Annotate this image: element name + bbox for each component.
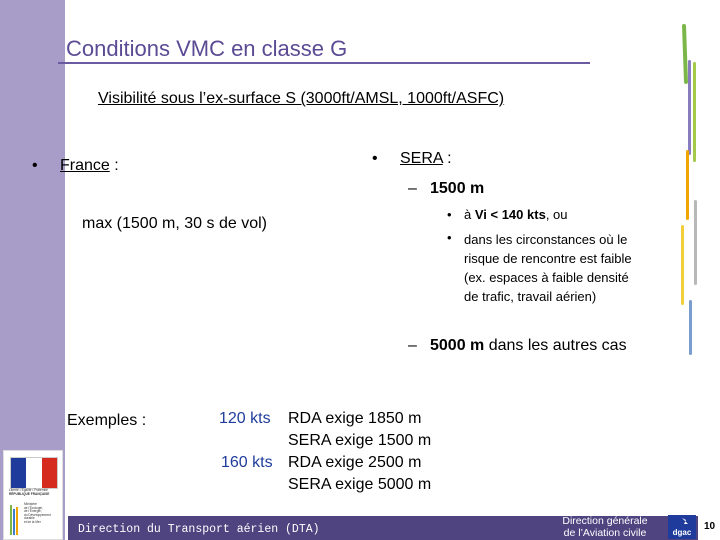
deco-stroke-yellow xyxy=(681,225,684,305)
deco-stroke-blue xyxy=(689,300,692,355)
ministry-stripes-icon xyxy=(9,503,21,537)
examples-label: Exemples : xyxy=(67,412,147,429)
sera-condition-low-risk: dans les circonstances où le risque de rencontre est faible (ex. espaces à faible densité de trafic, travail aérien) xyxy=(464,232,632,304)
example-speed-160: 160 kts xyxy=(221,454,273,471)
france-label: France xyxy=(60,157,110,174)
sera-condition-speed: à Vi < 140 kts, ou xyxy=(464,207,568,222)
title-underline xyxy=(58,62,590,64)
deco-stroke-purple xyxy=(688,60,691,155)
page-number: 10 xyxy=(699,516,720,540)
slide-title: Conditions VMC en classe G xyxy=(66,36,348,61)
sera-colon: : xyxy=(442,150,452,167)
example-speed-120: 120 kts xyxy=(219,410,271,427)
france-colon: : xyxy=(109,157,119,174)
example-text-2: SERA exige 1500 m xyxy=(288,432,432,449)
sera-heading xyxy=(400,150,452,168)
example-text-3: RDA exige 2500 m xyxy=(288,454,422,471)
deco-stroke-green-2 xyxy=(693,62,696,162)
french-flag-icon xyxy=(10,457,58,489)
ministry-logo xyxy=(3,450,63,540)
sera-dash-2: – xyxy=(408,337,417,354)
footer-dgac-name: Direction générale de l’Aviation civile xyxy=(562,515,648,539)
example-text-1: RDA exige 1850 m xyxy=(288,410,422,427)
republic-motto: Liberté • Égalité • Fraternité RÉPUBLIQUE FRANÇAISE xyxy=(9,488,50,496)
dgac-logo-icon xyxy=(668,515,696,539)
svg-text:dgac: dgac xyxy=(672,528,692,537)
footer-department: Direction du Transport aérien (DTA) xyxy=(78,523,320,536)
ministry-name: Ministère de l’Écologie, de l’Énergie, du Développement durable et de la Mer xyxy=(24,502,51,524)
sera-label: SERA xyxy=(400,150,443,167)
slide-subtitle: Visibilité sous l’ex-surface S (3000ft/AMSL, 1000ft/ASFC) xyxy=(98,90,505,107)
deco-stroke-orange xyxy=(686,150,689,220)
sera-level-1500: 1500 m xyxy=(430,180,485,197)
deco-stroke-gray xyxy=(694,200,697,285)
sera-bullet: • xyxy=(372,150,378,167)
france-bullet: • xyxy=(32,157,38,174)
example-text-4: SERA exige 5000 m xyxy=(288,476,432,493)
sera-sub-bullet-2: • xyxy=(447,230,452,245)
france-heading xyxy=(60,157,119,175)
sera-dash-1: – xyxy=(408,180,417,197)
france-rule: max (1500 m, 30 s de vol) xyxy=(82,215,267,232)
sera-sub-bullet-1: • xyxy=(447,207,452,222)
sera-level-5000: 5000 m dans les autres cas xyxy=(430,337,627,354)
